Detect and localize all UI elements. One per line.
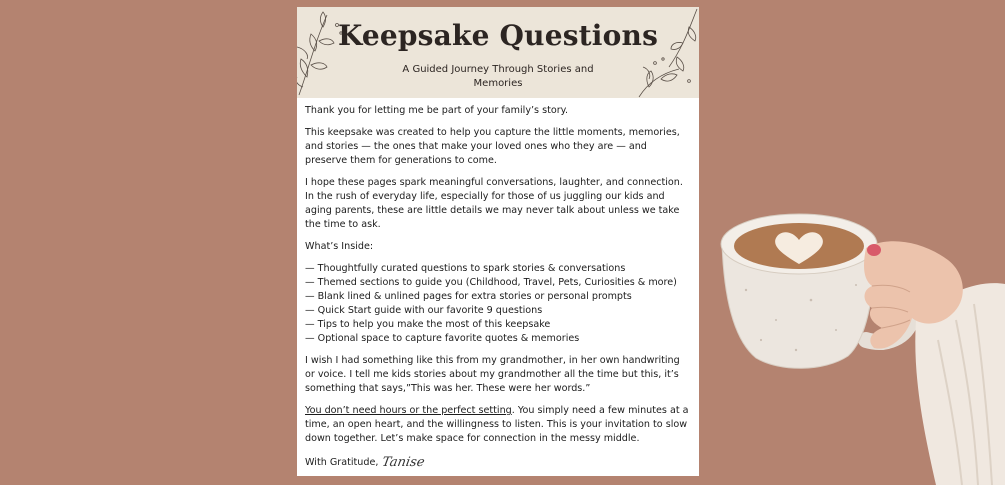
list-item: — Tips to help you make the most of this keepsake	[305, 319, 551, 330]
grandmother-paragraph: I wish I had something like this from my grandmother, in her own handwriting or voice. I tell me kids stories about my grandmother all the time but this, it’s something that says,”This was her. These were her words.”	[305, 355, 680, 394]
inside-list	[305, 262, 690, 346]
signoff	[305, 456, 690, 470]
list-item: — Optional space to capture favorite quotes & memories	[305, 333, 580, 344]
underlined-phrase: You don’t need hours or the perfect setting	[305, 405, 512, 416]
invitation-text: . You simply need a few minutes at a time, an open heart, and the willingness to listen. This is your invitation to slow down together. Let’s make space for connection in the messy middle.	[305, 405, 689, 444]
coffee-mug-hand-illustration	[716, 200, 1005, 485]
purpose-paragraph: This keepsake was created to help you capture the little moments, memories, and stories — the ones that make your loved ones who they are — and preserve them for generations to come.	[305, 127, 680, 166]
letter-body	[297, 98, 699, 470]
hope-paragraph: I hope these pages spark meaningful conversations, laughter, and connection. In the rush of everyday life, especially for those of us juggling our kids and aging parents, these are little details we may never talk about unless we take the time to ask.	[305, 177, 683, 230]
list-item: — Quick Start guide with our favorite 9 questions	[305, 305, 543, 316]
inside-heading: What’s Inside:	[305, 241, 374, 252]
list-item: — Themed sections to guide you (Childhood, Travel, Pets, Curiosities & more)	[305, 277, 677, 288]
fingernail-icon	[867, 244, 881, 256]
page-subtitle: A Guided Journey Through Stories and Memories	[402, 64, 594, 89]
list-item: — Blank lined & unlined pages for extra stories or personal prompts	[305, 291, 632, 302]
page-title: Keepsake Questions	[337, 19, 659, 52]
signoff-text: With Gratitude,	[305, 457, 379, 468]
page-header	[297, 7, 699, 98]
signature: Tanise	[381, 455, 427, 470]
keepsake-page	[297, 7, 699, 476]
intro-paragraph: Thank you for letting me be part of your family’s story.	[305, 105, 569, 116]
invitation-paragraph	[305, 404, 690, 446]
list-item: — Thoughtfully curated questions to spark stories & conversations	[305, 263, 626, 274]
